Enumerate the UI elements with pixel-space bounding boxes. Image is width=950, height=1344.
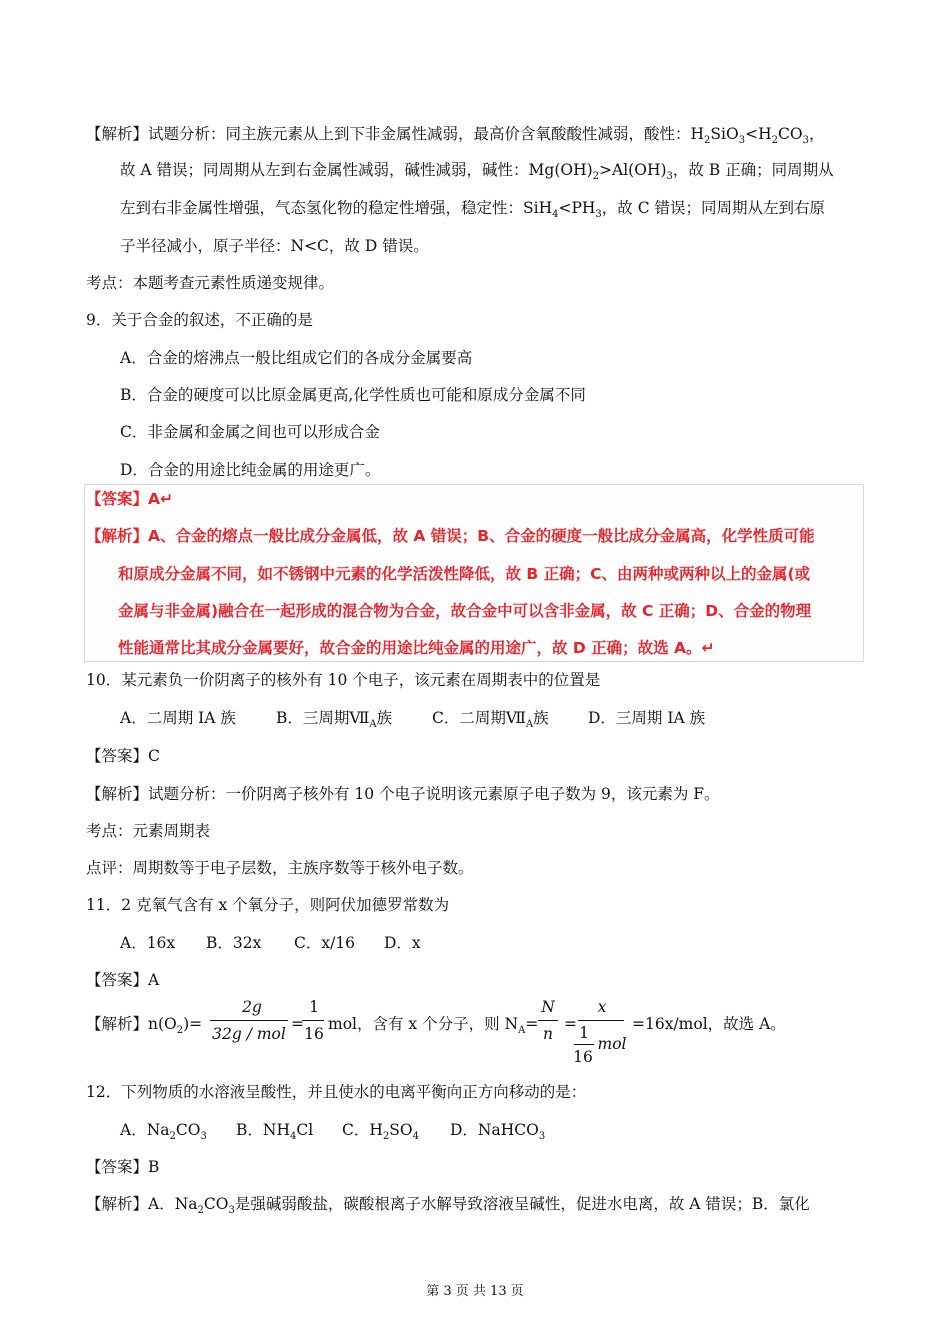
page-footer: 第 3 页 共 13 页 (426, 1284, 524, 1299)
q12-analysis: 【解析】A．$Na_2CO_3$是强碱弱酸盐，碳酸根离子水解导致溶液呈碱性，促进水电离，故 A 错误；B．氯化 (86, 1195, 810, 1216)
q9-option-d: D．合金的用途比纯金属的用途更广。 (120, 461, 381, 479)
q10-option-c: C．二周期$Ⅶ_A$族 (432, 709, 549, 730)
q8-kaodian: 考点：本题考查元素性质递变规律。 (86, 274, 335, 292)
q11-option-d: D．x (384, 934, 421, 952)
q9-analysis-line-4: 性能通常比其成分金属要好，故合金的用途比纯金属的用途广，故 D 正确；故选 A。↵ (118, 639, 715, 657)
q11-frac1-denominator: 32g / mol (212, 1025, 286, 1043)
q11-option-a: A．16x (120, 934, 176, 952)
q10-option-a: A．二周期 IA 族 (120, 709, 236, 727)
q12-option-d: D．NaHCO$_3$ (450, 1121, 546, 1142)
q10-option-b: B．三周期$Ⅶ_A$族 (276, 709, 393, 730)
q8-analysis-line-1: 【解析】试题分析：同主族元素从上到下非金属性减弱，最高价含氧酸酸性减弱，酸性：$H_2SiO_3<H_2CO_3$， (86, 125, 825, 146)
q10-stem: 10．某元素负一价阴离子的核外有 10 个电子，该元素在周期表中的位置是 (86, 671, 601, 689)
q11-eq1: = (291, 1015, 304, 1033)
q9-analysis-line-3: 金属与非金属)融合在一起形成的混合物为合金，故合金中可以含非金属，故 C 正确；D、合金的物理 (118, 602, 812, 620)
q12-stem: 12．下列物质的水溶液呈酸性，并且使水的电离平衡向正方向移动的是： (86, 1083, 587, 1101)
q11-answer: 【答案】A (86, 971, 160, 989)
q9-option-c: C．非金属和金属之间也可以形成合金 (120, 423, 380, 441)
q8-analysis-line-3: 左到右非金属性增强，气态氢化物的稳定性增强，稳定性：$SiH_4<PH_3$，故 C 错误；同周期从左到右原 (120, 199, 826, 220)
q11-frac4-inner-numerator: 1 (579, 1024, 589, 1042)
q10-analysis: 【解析】试题分析：一价阴离子核外有 10 个电子说明该元素原子电子数为 9，该元素为 F。 (86, 785, 720, 803)
q10-option-d: D．三周期 IA 族 (588, 709, 706, 727)
q11-frac3-bar (538, 1020, 558, 1021)
q11-analysis-head: 【解析】$n(O_2)=$ (86, 1015, 203, 1036)
q9-option-b: B．合金的硬度可以比原金属更高,化学性质也可能和原成分金属不同 (120, 386, 586, 404)
q11-frac4-inner-bar (574, 1044, 594, 1045)
q9-option-a: A．合金的熔沸点一般比组成它们的各成分金属要高 (120, 349, 473, 367)
q11-frac4-inner-denominator: 16 (573, 1048, 593, 1066)
q11-frac3-denominator: n (543, 1025, 553, 1043)
q11-option-c: C．x/16 (294, 934, 356, 952)
q11-frac2-denominator: 16 (304, 1025, 324, 1043)
q11-frac3-numerator: N (541, 998, 555, 1016)
q12-option-c: C．$H_2SO_4$ (342, 1121, 419, 1142)
q12-option-b: B．$NH_4Cl$ (236, 1121, 314, 1142)
q11-analysis-tail: =16x/mol，故选 A。 (632, 1015, 786, 1033)
q11-eq3: = (564, 1015, 577, 1033)
q12-answer: 【答案】B (86, 1158, 160, 1176)
q10-dianping: 点评：周期数等于电子层数，主族序数等于核外电子数。 (86, 859, 474, 877)
q9-analysis-line-1: 【解析】A、合金的熔点一般比成分金属低，故 A 错误；B、合金的硬度一般比成分金属高，化学性质可能 (86, 527, 815, 545)
q11-option-b: B．32x (206, 934, 262, 952)
q11-analysis-mid: mol，含有 x 个分子，则 $N_A=$ (328, 1015, 539, 1036)
q11-stem: 11．2 克氧气含有 x 个氧分子，则阿伏加德罗常数为 (86, 896, 450, 914)
q9-stem: 9．关于合金的叙述，不正确的是 (86, 311, 313, 329)
q11-frac4-numerator: x (597, 998, 607, 1016)
q11-frac2-bar (302, 1020, 324, 1021)
q12-option-a: A．$Na_2CO_3$ (120, 1121, 207, 1142)
q8-analysis-line-4: 子半径减小，原子半径：N<C，故 D 错误。 (120, 237, 429, 255)
q10-answer: 【答案】C (86, 747, 160, 765)
q11-frac4-unit: mol (597, 1035, 627, 1053)
q11-frac1-numerator: 2g (242, 998, 262, 1016)
q11-frac2-numerator: 1 (309, 998, 319, 1016)
q8-analysis-line-2: 故 A 错误；同周期从左到右金属性减弱，碱性减弱，碱性：$Mg(OH)_2>Al(OH)_3$，故 B 正确；同周期从 (120, 161, 834, 182)
q11-frac4-bar (578, 1020, 624, 1021)
q10-kaodian: 考点：元素周期表 (86, 822, 211, 840)
q9-analysis-line-2: 和原成分金属不同，如不锈钢中元素的化学活泼性降低，故 B 正确；C、由两种或两种以上的金属(或 (118, 565, 811, 583)
q11-frac1-bar (210, 1020, 288, 1021)
q9-answer: 【答案】A↵ (86, 490, 173, 508)
